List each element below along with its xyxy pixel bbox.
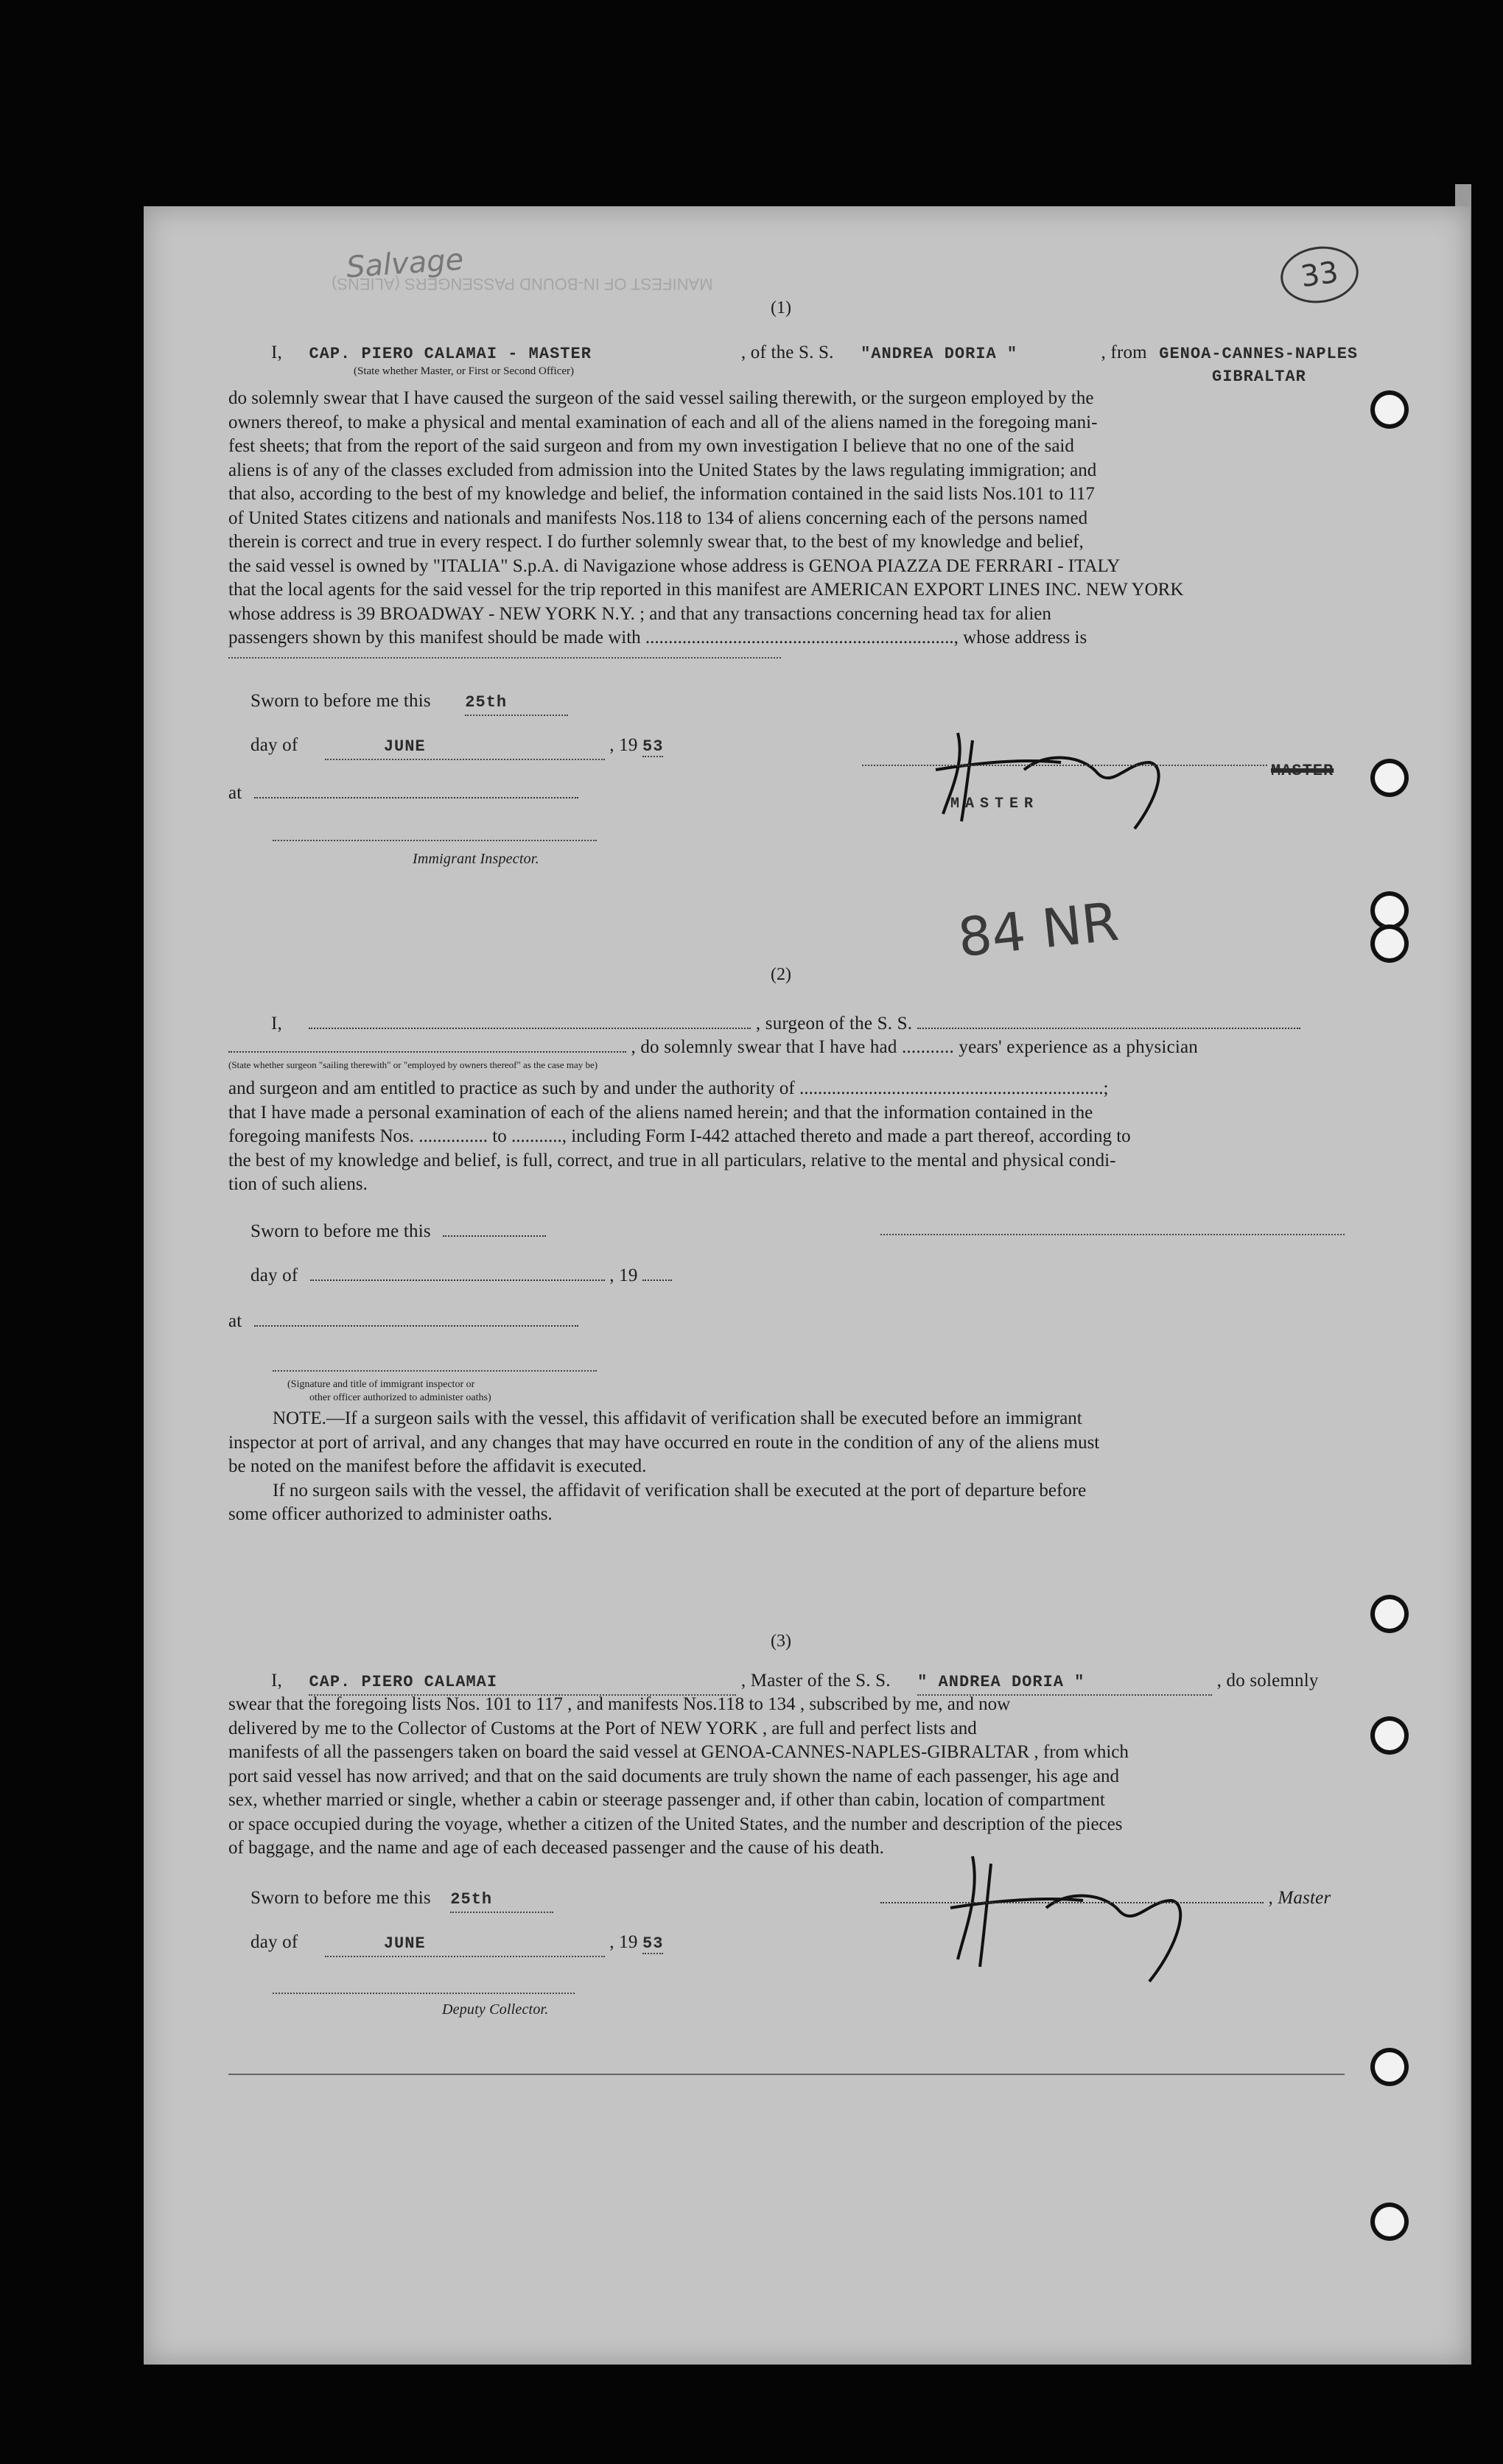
struck-title: MASTER xyxy=(1271,762,1334,780)
port-from-continued: GIBRALTAR xyxy=(1212,368,1306,386)
master-suffix: , Master xyxy=(1268,1888,1331,1908)
day-of-label: day of xyxy=(251,1266,298,1285)
binder-hole xyxy=(1370,2048,1409,2086)
body-line: of baggage, and the name and age of each deceased passenger and the cause of his death. xyxy=(228,1838,884,1858)
year-prefix: , 19 xyxy=(609,1266,638,1285)
body-line: fest sheets; that from the report of the said surgeon and from my own investigation I believe that no one of the said xyxy=(228,436,1074,456)
i-label: I, xyxy=(271,1014,282,1033)
body-line: the said vessel is owned by "ITALIA" S.p.A. di Navigazione whose address is GENOA PIAZZA DE FERRARI - ITALY xyxy=(228,555,1121,576)
sworn-blank xyxy=(443,1219,546,1237)
body-line: foregoing manifests Nos. ............... to ..........., including Form I-442 attached thereto and made a part thereof, according to xyxy=(228,1126,1131,1146)
month-blank xyxy=(310,1263,605,1281)
month: JUNE xyxy=(325,734,605,760)
body-line: or space occupied during the voyage, whether a citizen of the United States, and the number and description of the pieces xyxy=(228,1814,1123,1834)
master-line xyxy=(271,340,1358,366)
body-line: of United States citizens and nationals and manifests Nos.118 to 134 of aliens concerning each of the persons named xyxy=(228,508,1088,528)
sig-caption: (Signature and title of immigrant inspector or xyxy=(287,1379,475,1390)
day-of-label: day of xyxy=(251,735,298,755)
section2-body xyxy=(228,1077,1345,1197)
page-number: 33 xyxy=(1277,242,1362,308)
sworn-day: 25th xyxy=(465,690,568,716)
day-of-label: day of xyxy=(251,1932,298,1952)
note-line: inspector at port of arrival, and any changes that may have occurred en route in the condition of any of the aliens must xyxy=(228,1432,1100,1453)
sworn-line xyxy=(251,1219,546,1243)
year-prefix: , 19 xyxy=(609,1932,638,1952)
blank xyxy=(228,1035,626,1053)
section1-body xyxy=(228,387,1345,650)
note-line: If no surgeon sails with the vessel, the affidavit of verification shall be executed at the port of departure before xyxy=(273,1480,1087,1500)
body-line: therein is correct and true in every respect. I do further solemnly swear that, to the best of my knowledge and belief, xyxy=(228,532,1084,552)
body-line: do solemnly swear that I have caused the surgeon of the said vessel sailing therewith, or the surgeon employed by the xyxy=(228,388,1094,408)
body-line: aliens is of any of the classes excluded from admission into the United States by the laws regulating immigration; and xyxy=(228,460,1097,480)
section3-body xyxy=(228,1693,1345,1861)
at-line xyxy=(228,781,578,805)
sworn-label: Sworn to before me this xyxy=(251,1221,431,1241)
sworn-label: Sworn to before me this xyxy=(251,1888,431,1908)
body-line: sex, whether married or single, whether a cabin or steerage passenger and, if other than cabin, location of compartment xyxy=(228,1790,1105,1810)
from-label: , from xyxy=(1101,343,1147,362)
body-line: that the local agents for the said vessel for the trip reported in this manifest are AMERICAN EXPORT LINES INC. NEW YORK xyxy=(228,580,1184,600)
binder-hole xyxy=(1370,1716,1409,1755)
surgeon-caption: (State whether surgeon "sailing therewith" or "employed by owners thereof" as the case may be) xyxy=(228,1059,598,1070)
section-heading: (3) xyxy=(771,1632,791,1651)
note-line: NOTE.—If a surgeon sails with the vessel, this affidavit of verification shall be executed before an immigrant xyxy=(273,1408,1082,1428)
footer-rule xyxy=(228,2074,1345,2075)
binder-hole xyxy=(1370,390,1409,429)
year-prefix: , 19 xyxy=(609,735,638,755)
handwritten-note: 84 NR xyxy=(955,890,1122,969)
body-line: and surgeon and am entitled to practice as such by and under the authority of ..................................................................; xyxy=(228,1078,1109,1098)
body-line: owners thereof, to make a physical and mental examination of each and all of the aliens named in the foregoing mani- xyxy=(228,412,1098,432)
signature-line xyxy=(862,765,1267,766)
master-line xyxy=(271,1668,1319,1696)
body-line: port said vessel has now arrived; and that on the said documents are truly shown the name of each passenger, his age and xyxy=(228,1766,1120,1786)
binder-hole xyxy=(1370,1595,1409,1633)
body-line: the best of my knowledge and belief, is full, correct, and true in all particulars, relative to the mental and physical condi- xyxy=(228,1150,1116,1170)
sworn-day: 25th xyxy=(450,1887,553,1913)
sworn-label: Sworn to before me this xyxy=(251,691,431,711)
surgeon-blank xyxy=(309,1011,751,1029)
year: 53 xyxy=(642,1934,664,1953)
at-label: at xyxy=(228,1311,242,1331)
collector-caption: Deputy Collector. xyxy=(442,2001,549,2018)
signature-title: MASTER xyxy=(950,796,1040,812)
master-caption: (State whether Master, or First or Second Officer) xyxy=(354,365,575,377)
at-blank xyxy=(254,781,578,798)
i-label: I, xyxy=(271,1671,282,1691)
day-of-line xyxy=(251,733,663,760)
body-line: that I have made a personal examination of each of the aliens named herein; and that the information contained in the xyxy=(228,1102,1093,1123)
day-of-line xyxy=(251,1930,663,1957)
day-of-line xyxy=(251,1263,672,1288)
note-block xyxy=(228,1407,1345,1527)
master-signature xyxy=(914,718,1179,836)
body-line: delivered by me to the Collector of Customs at the Port of NEW YORK , are full and perfect lists and xyxy=(228,1718,977,1738)
body-line: whose address is 39 BROADWAY - NEW YORK N.Y. ; and that any transactions concerning head tax for alien xyxy=(228,603,1051,624)
officer-line xyxy=(273,1370,597,1372)
year: 53 xyxy=(642,737,664,756)
body-line: passengers shown by this manifest should be made with ..................................................................., whose address is xyxy=(228,628,1087,647)
sworn-line xyxy=(251,689,568,716)
note-line: be noted on the manifest before the affidavit is executed. xyxy=(228,1456,647,1476)
at-blank xyxy=(254,1309,578,1327)
at-label: at xyxy=(228,783,242,803)
inspector-line xyxy=(273,840,597,841)
master-sign-line xyxy=(880,1886,1331,1910)
swear-text: , do solemnly swear that I have had ........... years' experience as a physician xyxy=(631,1037,1199,1057)
i-label: I, xyxy=(271,343,282,362)
month: JUNE xyxy=(325,1931,605,1957)
inspector-caption: Immigrant Inspector. xyxy=(413,851,539,867)
at-line xyxy=(228,1309,578,1333)
body-line: manifests of all the passengers taken on board the said vessel at GENOA-CANNES-NAPLES-GIBRALTAR , from which xyxy=(228,1742,1129,1762)
sworn-line xyxy=(251,1886,553,1913)
solemnly-label: , do solemnly xyxy=(1216,1671,1319,1691)
binder-hole xyxy=(1370,759,1409,797)
surgeon-line xyxy=(271,1011,1300,1036)
ship-blank xyxy=(917,1011,1300,1029)
port-from: GENOA-CANNES-NAPLES xyxy=(1159,345,1359,363)
master-name: CAP. PIERO CALAMAI xyxy=(309,1670,736,1696)
master-signature xyxy=(921,1842,1201,1989)
body-line: swear that the foregoing lists Nos. 101 to 117 , and manifests Nos.118 to 134 , subscribed by me, and now xyxy=(228,1694,1011,1714)
body-line: tion of such aliens. xyxy=(228,1174,368,1194)
surgeon-label: , surgeon of the S. S. xyxy=(755,1014,913,1033)
master-of-label: , Master of the S. S. xyxy=(740,1671,891,1691)
body-line: that also, according to the best of my knowledge and belief, the information contained in the said lists Nos.101 to 117 xyxy=(228,484,1095,504)
master-name: CAP. PIERO CALAMAI - MASTER xyxy=(309,345,592,363)
binder-hole xyxy=(1370,2202,1409,2241)
ship-name: " ANDREA DORIA " xyxy=(917,1670,1212,1696)
signature-line xyxy=(880,1234,1345,1235)
background-stamp: MANIFEST OF IN-BOUND PASSENGERS (ALIENS) xyxy=(332,275,713,293)
ship-name: "ANDREA DORIA " xyxy=(861,345,1018,363)
sig-caption: other officer authorized to administer oaths) xyxy=(309,1392,491,1403)
collector-line xyxy=(273,1993,575,1994)
blank-line xyxy=(228,657,781,659)
section-heading: (1) xyxy=(771,298,791,317)
handwritten-note: Salvage xyxy=(345,242,465,285)
of-ss-label: , of the S. S. xyxy=(740,343,834,362)
year-blank xyxy=(642,1263,672,1281)
note-line: some officer authorized to administer oaths. xyxy=(228,1504,553,1524)
swear-line xyxy=(228,1035,1198,1059)
binder-hole xyxy=(1370,924,1409,963)
signature-blank xyxy=(880,1886,1264,1903)
section-heading: (2) xyxy=(771,965,791,984)
